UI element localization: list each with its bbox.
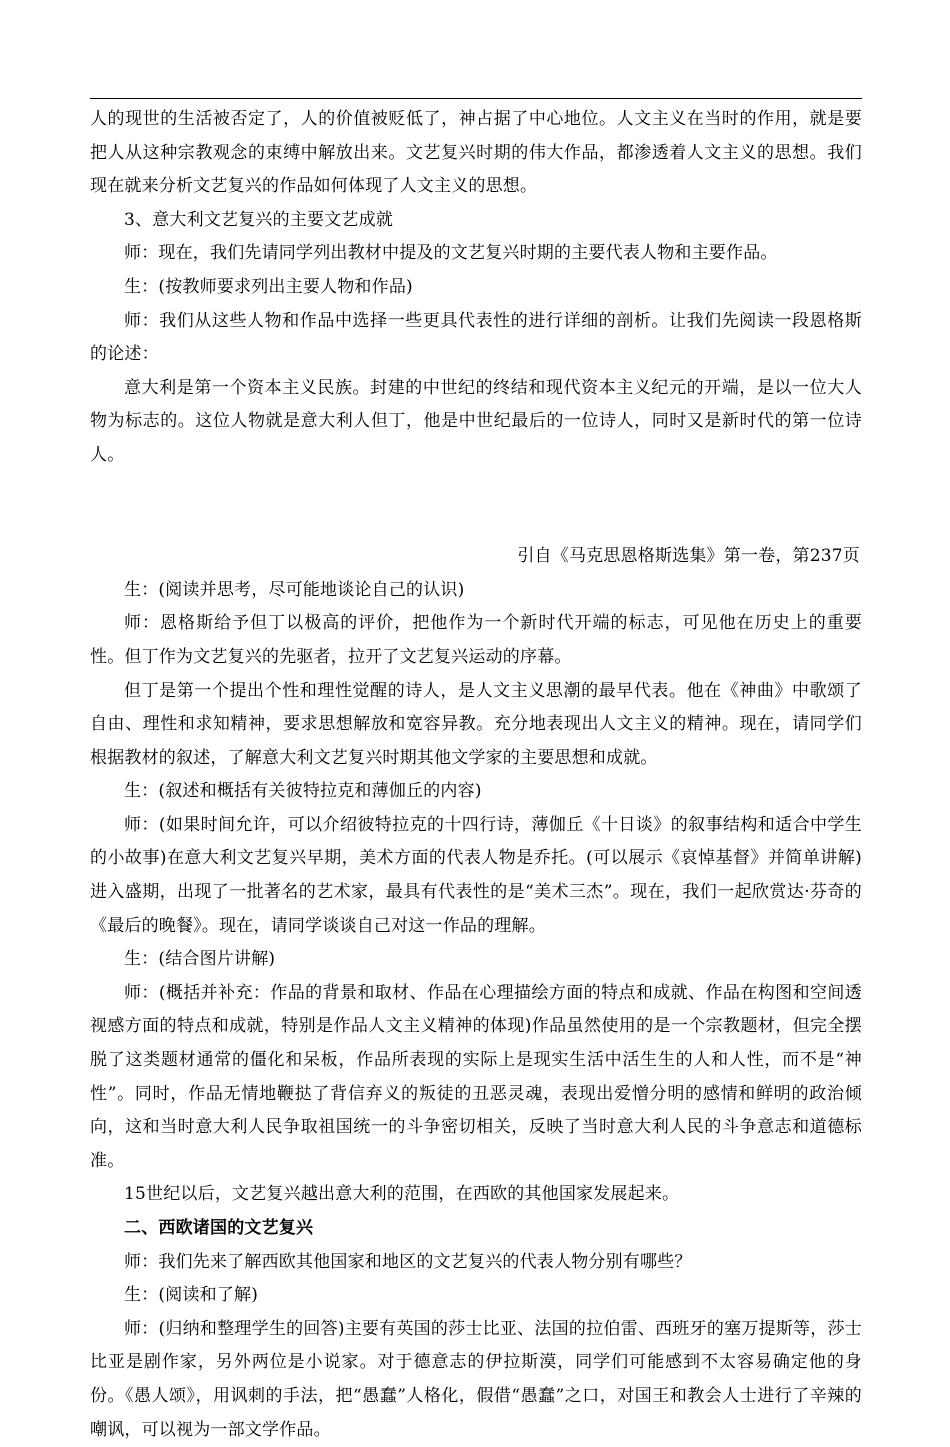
blank-line (90, 490, 862, 524)
header-rule (90, 98, 862, 99)
paragraph: 15世纪以后，文艺复兴越出意大利的范围，在西欧的其他国家发展起来。 (124, 1184, 680, 1205)
citation: 引自《马克思恩格斯选集》第一卷，第237页 (517, 546, 860, 567)
paragraph: 师：我们从这些人物和作品中选择一些更具代表性的进行详细的剖析。让我们先阅读一段恩格斯的论述： (90, 310, 862, 365)
section-heading: 二、西欧诸国的文艺复兴 (124, 1218, 314, 1238)
paragraph: 师：(如果时间允许，可以介绍彼特拉克的十四行诗，薄伽丘《十日谈》的叙事结构和适合中学生的小故事)在意大利文艺复兴早期，美术方面的代表人物是乔托。(可以展示《哀悼基督》并简单讲解)进入盛期，出现了一批著名的艺术家，最具有代表性的是“美术三杰”。现在，我们一起欣赏达·芬奇的《最后的晚餐》。现在，请同学谈谈自己对这一作品的理解。 (90, 814, 862, 936)
document-body (90, 103, 862, 1447)
paragraph: 生：(叙述和概括有关彼特拉克和薄伽丘的内容) (124, 781, 482, 802)
paragraph: 意大利是第一个资本主义民族。封建的中世纪的终结和现代资本主义纪元的开端，是以一位大人物为标志的。这位人物就是意大利人但丁，他是中世纪最后的一位诗人，同时又是新时代的第一位诗人。 (90, 377, 862, 465)
paragraph: 师：现在，我们先请同学列出教材中提及的文艺复兴时期的主要代表人物和主要作品。 (124, 243, 778, 264)
paragraph: 师：恩格斯给予但丁以极高的评价，把他作为一个新时代开端的标志，可见他在历史上的重要性。但丁作为文艺复兴的先驱者，拉开了文艺复兴运动的序幕。 (90, 613, 862, 667)
paragraph: 师：(概括并补充：作品的背景和取材、作品在心理描绘方面的特点和成就、作品在构图和空间透视感方面的特点和成就，特别是作品人文主义精神的体现)作品虽然使用的是一个宗教题材，但完全摆脱了这类题材通常的僵化和呆板，作品所表现的实际上是现实生活中活生生的人和人性，而不是“神性”。同时，作品无情地鞭挞了背信弃义的叛徒的丑恶灵魂，表现出爱憎分明的感情和鲜明的政治倾向，这和当时意大利人民争取祖国统一的斗争密切相关，反映了当时意大利人民的斗争意志和道德标准。 (90, 982, 862, 1171)
paragraph: 生：(阅读和了解) (124, 1285, 259, 1306)
paragraph: 3、意大利文艺复兴的主要文艺成就 (124, 209, 394, 230)
paragraph: 但丁是第一个提出个性和理性觉醒的诗人，是人文主义思潮的最早代表。他在《神曲》中歌颂了自由、理性和求知精神，要求思想解放和宽容异教。充分地表现出人文主义的精神。现在，请同学们根据教材的叙述，了解意大利文艺复兴时期其他文学家的主要思想和成就。 (90, 680, 862, 768)
paragraph: 生：(结合图片讲解) (124, 949, 276, 970)
paragraph: 师：(归纳和整理学生的回答)主要有英国的莎士比亚、法国的拉伯雷、西班牙的塞万提斯等，莎士比亚是剧作家，另外两位是小说家。对于德意志的伊拉斯漠，同学们可能感到不太容易确定他的身份。《愚人颂》，用讽刺的手法，把“愚蠢”人格化，假借“愚蠢”之口，对国王和教会人士进行了辛辣的嘲讽，可以视为一部文学作品。 (90, 1318, 862, 1440)
paragraph: 人的现世的生活被否定了，人的价值被贬低了，神占据了中心地位。人文主义在当时的作用，就是要把人从这种宗教观念的束缚中解放出来。文艺复兴时期的伟大作品，都渗透着人文主义的思想。我们现在就来分析文艺复兴的作品如何体现了人文主义的思想。 (90, 109, 862, 197)
paragraph: 生：(阅读并思考，尽可能地谈论自己的认识) (124, 579, 465, 600)
paragraph: 师：我们先来了解西欧其他国家和地区的文艺复兴的代表人物分别有哪些？ (124, 1251, 692, 1272)
paragraph: 生：(按教师要求列出主要人物和作品) (124, 276, 413, 297)
